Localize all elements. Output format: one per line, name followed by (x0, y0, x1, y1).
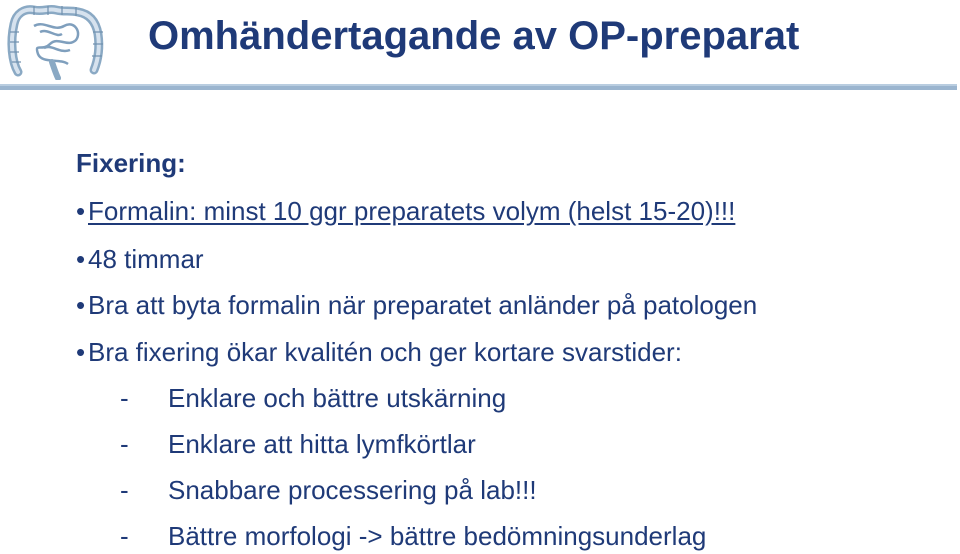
bullet-item (76, 244, 204, 274)
intestine-anatomy-icon (4, 2, 112, 80)
bullet-text: Formalin: minst 10 ggr preparatets volym (helst 15-20)!!! (88, 196, 736, 226)
dash-marker: - (120, 383, 129, 413)
sub-list-text: Enklare och bättre utskärning (168, 383, 507, 413)
bullet-item (76, 290, 757, 320)
sub-list-item (120, 521, 706, 551)
sub-list-text: Bättre morfologi -> bättre bedömningsunderlag (168, 521, 707, 551)
bullet-text: Bra fixering ökar kvalitén och ger kortare svarstider: (88, 337, 682, 367)
bullet-item (76, 337, 682, 367)
sub-list-item (120, 383, 506, 413)
bullet-marker: • (76, 337, 86, 367)
title-divider-highlight (0, 84, 957, 86)
sub-list-text: Snabbare processering på lab!!! (168, 475, 537, 505)
bullet-text: 48 timmar (88, 244, 204, 274)
bullet-marker: • (76, 244, 86, 274)
sub-list-item (120, 429, 476, 459)
page-title: Omhändertagande av OP-preparat (148, 14, 800, 58)
bullet-item (76, 196, 735, 226)
section-heading: Fixering: (76, 148, 186, 178)
sub-list-text: Enklare att hitta lymfkörtlar (168, 429, 476, 459)
bullet-marker: • (76, 290, 86, 320)
dash-marker: - (120, 429, 129, 459)
dash-marker: - (120, 475, 129, 505)
bullet-text: Bra att byta formalin när preparatet anländer på patologen (88, 290, 758, 320)
bullet-marker: • (76, 196, 86, 226)
sub-list-item (120, 475, 537, 505)
dash-marker: - (120, 521, 129, 551)
